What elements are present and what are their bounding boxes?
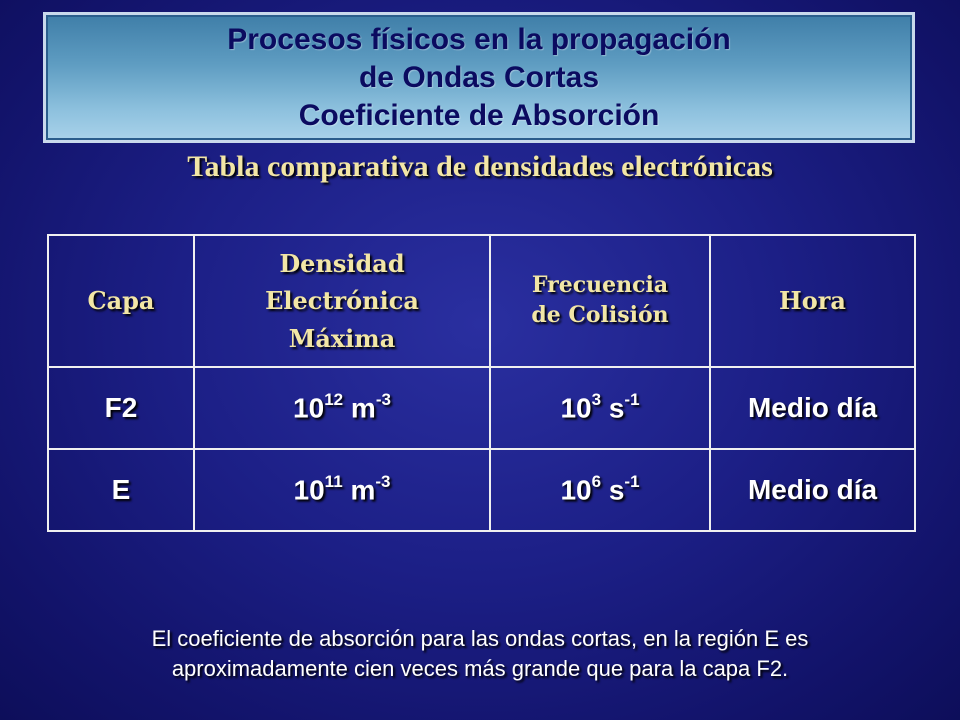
cell-densidad: $10^{11}$ $m^{-3}$ <box>194 449 490 531</box>
cell-capa: E <box>48 449 194 531</box>
header-frecuencia: Frecuencia de Colisión <box>490 235 710 367</box>
title-line-3: Coeficiente de Absorción <box>298 99 660 132</box>
header-capa: Capa <box>48 235 194 367</box>
title-banner <box>43 12 915 143</box>
cell-capa: F2 <box>48 367 194 449</box>
table-row <box>48 367 915 449</box>
footer-line-1: El coeficiente de absorción para las ondas cortas, en la región E es <box>151 626 809 651</box>
header-row <box>48 235 915 367</box>
cell-frecuencia: $10^3$ $s^{-1}$ <box>490 367 710 449</box>
cell-frecuencia: $10^6$ $s^{-1}$ <box>490 449 710 531</box>
cell-hora: Medio día <box>710 449 915 531</box>
header-hora: Hora <box>710 235 915 367</box>
cell-hora: Medio día <box>710 367 915 449</box>
title-line-2: de Ondas Cortas <box>358 61 600 94</box>
table-row <box>48 449 915 531</box>
title-line-1: Procesos físicos en la propagación <box>227 23 731 56</box>
table-caption: Tabla comparativa de densidades electrónicas <box>187 150 773 183</box>
footer-note <box>0 624 960 684</box>
cell-densidad: $10^{12}$ $m^{-3}$ <box>194 367 490 449</box>
header-densidad: Densidad Electrónica Máxima <box>194 235 490 367</box>
comparison-table <box>47 234 916 532</box>
footer-line-2: aproximadamente cien veces más grande que para la capa F2. <box>171 656 789 681</box>
